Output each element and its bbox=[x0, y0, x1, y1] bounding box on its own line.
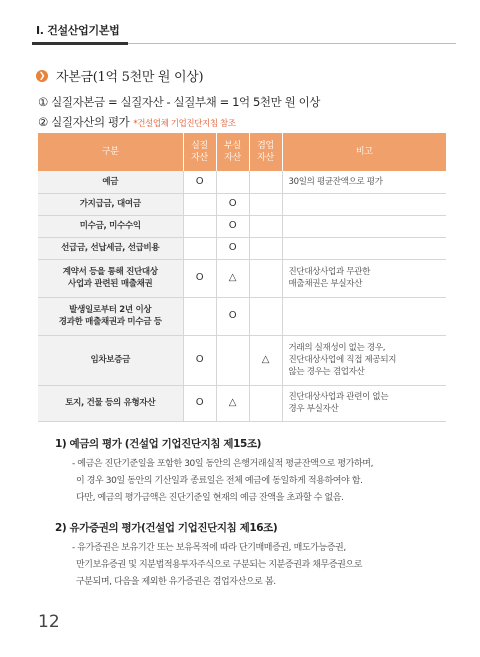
asset-eval-label: ② 실질자산의 평가 bbox=[38, 115, 130, 129]
table-row bbox=[38, 215, 446, 237]
subsection-heading-securities: 2) 유가증권의 평가(건설업 기업진단지침 제16조) bbox=[55, 522, 278, 534]
subsection-heading-deposit: 1) 예금의 평가 (건설업 기업진단지침 제15조) bbox=[55, 438, 262, 450]
cell-remark: 진단대상사업과 관련이 없는 경우 부실자산 bbox=[282, 385, 446, 421]
cell-bad: O bbox=[216, 215, 249, 237]
cell-bad: O bbox=[216, 237, 249, 259]
cell-bad: O bbox=[216, 193, 249, 215]
paragraph-line: 다만, 예금의 평가금액은 진단기준일 현재의 예금 잔액을 초과할 수 없음. bbox=[76, 493, 344, 503]
header-side-asset: 겸업 자산 bbox=[249, 133, 282, 171]
paragraph-line: 구분되며, 다음을 제외한 유가증권은 겸업자산으로 봄. bbox=[76, 577, 276, 587]
chapter-underline bbox=[32, 42, 128, 45]
row-label: 가지급금, 대여금 bbox=[38, 193, 183, 215]
cell-remark: 30일의 평균잔액으로 평가 bbox=[282, 171, 446, 193]
cell-remark: 진단대상사업과 무관한 매출채권은 부실자산 bbox=[282, 259, 446, 297]
cell-bad: O bbox=[216, 297, 249, 335]
cell-bad: △ bbox=[216, 385, 249, 421]
table-row bbox=[38, 193, 446, 215]
asset-eval-note: *건설업체 기업진단지침 참조 bbox=[133, 119, 236, 129]
cell-real bbox=[183, 237, 216, 259]
section-heading bbox=[36, 66, 203, 85]
table-row bbox=[38, 259, 446, 297]
header-remark: 비고 bbox=[282, 133, 446, 171]
table-row bbox=[38, 335, 446, 385]
cell-side bbox=[249, 193, 282, 215]
cell-bad: △ bbox=[216, 259, 249, 297]
cell-side bbox=[249, 237, 282, 259]
table-row bbox=[38, 297, 446, 335]
table-row bbox=[38, 385, 446, 421]
header-bad-asset: 부실 자산 bbox=[216, 133, 249, 171]
deposit-paragraph bbox=[72, 456, 373, 507]
cell-side bbox=[249, 171, 282, 193]
cell-real bbox=[183, 297, 216, 335]
row-label: 선급금, 선납세금, 선급비용 bbox=[38, 237, 183, 259]
row-label: 계약서 등을 통해 진단대상 사업과 관련된 매출채권 bbox=[38, 259, 183, 297]
cell-side bbox=[249, 297, 282, 335]
cell-real: O bbox=[183, 171, 216, 193]
cell-remark bbox=[282, 297, 446, 335]
page-number: 12 bbox=[38, 612, 60, 632]
cell-bad bbox=[216, 335, 249, 385]
cell-side bbox=[249, 385, 282, 421]
cell-side bbox=[249, 215, 282, 237]
paragraph-line: - 유가증권은 보유기간 또는 보유목적에 따라 단기매매증권, 매도가능증권, bbox=[72, 543, 346, 553]
row-label: 임차보증금 bbox=[38, 335, 183, 385]
cell-remark bbox=[282, 215, 446, 237]
cell-side: △ bbox=[249, 335, 282, 385]
cell-remark bbox=[282, 193, 446, 215]
securities-paragraph bbox=[72, 540, 362, 591]
table-row bbox=[38, 171, 446, 193]
asset-table bbox=[38, 133, 446, 422]
table-header-row bbox=[38, 133, 446, 171]
row-label: 예금 bbox=[38, 171, 183, 193]
header-category: 구분 bbox=[38, 133, 183, 171]
cell-remark bbox=[282, 237, 446, 259]
cell-real: O bbox=[183, 335, 216, 385]
paragraph-line: 만기보유증권 및 지분법적용투자주식으로 구분되는 지분증권과 채무증권으로 bbox=[76, 560, 363, 570]
row-label: 발생일로부터 2년 이상 경과한 매출채권과 미수금 등 bbox=[38, 297, 183, 335]
cell-real bbox=[183, 215, 216, 237]
cell-real: O bbox=[183, 259, 216, 297]
header-real-asset: 실질 자산 bbox=[183, 133, 216, 171]
asset-eval-line bbox=[38, 114, 236, 130]
capital-formula: ① 실질자본금 = 실질자산 - 실질부채 = 1억 5천만 원 이상 bbox=[38, 95, 320, 109]
cell-real bbox=[183, 193, 216, 215]
cell-real: O bbox=[183, 385, 216, 421]
table-row bbox=[38, 237, 446, 259]
row-label: 미수금, 미수수익 bbox=[38, 215, 183, 237]
section-title-text: 자본금(1억 5천만 원 이상) bbox=[56, 70, 204, 85]
chevron-right-icon: ❯ bbox=[36, 70, 48, 82]
chapter-title: Ⅰ. 건설산업기본법 bbox=[36, 24, 120, 37]
cell-bad bbox=[216, 171, 249, 193]
cell-remark: 거래의 실재성이 없는 경우, 진단대상사업에 직접 제공되지 않는 경우는 겸업자산 bbox=[282, 335, 446, 385]
paragraph-line: - 예금은 진단기준일을 포함한 30일 동안의 은행거래실적 평균잔액으로 평가하며, bbox=[72, 459, 374, 469]
paragraph-line: 이 경우 30일 동안의 기산일과 종료일은 전체 예금에 동일하게 적용하여야 함. bbox=[76, 476, 363, 486]
cell-side bbox=[249, 259, 282, 297]
row-label: 토지, 건물 등의 유형자산 bbox=[38, 385, 183, 421]
